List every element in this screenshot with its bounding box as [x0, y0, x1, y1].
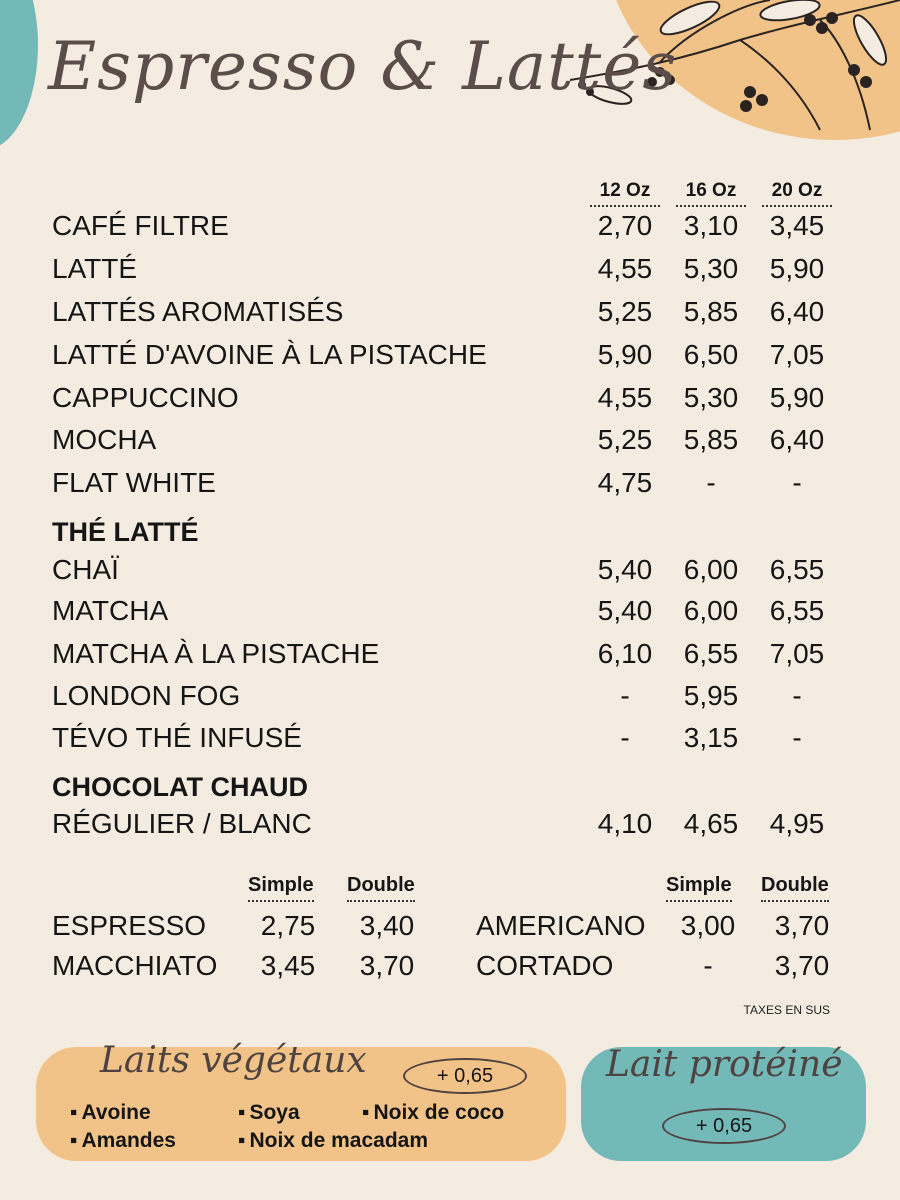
item-name: MACCHIATO — [52, 950, 218, 981]
item-name: MATCHA À LA PISTACHE — [52, 638, 380, 669]
price-12oz: - — [620, 722, 630, 753]
price-16oz: 5,85 — [683, 424, 739, 455]
item-name: LATTÉ — [52, 253, 138, 284]
price-20oz: - — [792, 722, 802, 753]
menu-title: Espresso & Lattés — [48, 28, 678, 105]
price-12oz: 4,55 — [597, 253, 653, 284]
laits-vegetaux-price: + 0,65 — [403, 1058, 527, 1094]
price-16oz: 6,55 — [683, 638, 739, 669]
price-12oz: 5,90 — [597, 339, 653, 370]
simple-header-left: Simple — [248, 874, 314, 902]
price-20oz: 6,40 — [769, 424, 825, 455]
taxes-note: TAXES EN SUS — [743, 1003, 830, 1017]
size-header-20oz: 20 Oz — [762, 180, 832, 207]
price-20oz: 4,95 — [769, 808, 825, 839]
size-header-12oz: 12 Oz — [590, 180, 660, 207]
item-name: CAPPUCCINO — [52, 382, 239, 413]
item-name: CHAÏ — [52, 554, 119, 585]
price-12oz: 5,40 — [597, 595, 653, 626]
price-16oz: 6,50 — [683, 339, 739, 370]
milk-option: ▪ Soya — [238, 1101, 300, 1125]
section-heading-the-latte: THÉ LATTÉ — [52, 517, 199, 547]
item-name: FLAT WHITE — [52, 467, 216, 498]
size-header-16oz: 16 Oz — [676, 180, 746, 207]
price-20oz: 5,90 — [769, 253, 825, 284]
price-double: 3,40 — [359, 910, 415, 941]
double-header-left: Double — [347, 874, 415, 902]
price-double: 3,70 — [774, 950, 830, 981]
price-12oz: 4,55 — [597, 382, 653, 413]
item-name: CORTADO — [476, 950, 614, 981]
price-12oz: - — [620, 680, 630, 711]
price-simple: 2,75 — [260, 910, 316, 941]
item-name: RÉGULIER / BLANC — [52, 808, 312, 839]
milk-option: ▪ Noix de coco — [362, 1101, 504, 1125]
item-name: CAFÉ FILTRE — [52, 210, 229, 241]
price-16oz: 5,85 — [683, 296, 739, 327]
price-simple: 3,00 — [680, 910, 736, 941]
item-name: LONDON FOG — [52, 680, 241, 711]
lait-proteine-price: + 0,65 — [662, 1108, 786, 1144]
price-16oz: - — [706, 467, 716, 498]
item-name: TÉVO THÉ INFUSÉ — [52, 722, 302, 753]
price-16oz: 5,30 — [683, 382, 739, 413]
price-16oz: 4,65 — [683, 808, 739, 839]
milk-option: ▪ Amandes — [70, 1129, 176, 1153]
price-16oz: 5,30 — [683, 253, 739, 284]
milk-option: ▪ Avoine — [70, 1101, 151, 1125]
section-heading-chocolat: CHOCOLAT CHAUD — [52, 772, 308, 802]
price-12oz: 2,70 — [597, 210, 653, 241]
price-simple: 3,45 — [260, 950, 316, 981]
item-name: MATCHA — [52, 595, 169, 626]
price-20oz: 7,05 — [769, 638, 825, 669]
price-12oz: 5,25 — [597, 424, 653, 455]
price-20oz: 6,55 — [769, 595, 825, 626]
laits-vegetaux-title: Laits végétaux — [100, 1040, 367, 1081]
price-12oz: 4,10 — [597, 808, 653, 839]
price-double: 3,70 — [359, 950, 415, 981]
double-header-right: Double — [761, 874, 829, 902]
item-name: MOCHA — [52, 424, 157, 455]
simple-header-right: Simple — [666, 874, 732, 902]
price-12oz: 5,40 — [597, 554, 653, 585]
teal-corner-shape — [0, 0, 38, 150]
price-20oz: - — [792, 467, 802, 498]
price-16oz: 6,00 — [683, 554, 739, 585]
price-simple: - — [703, 950, 713, 981]
price-16oz: 3,10 — [683, 210, 739, 241]
price-20oz: - — [792, 680, 802, 711]
price-12oz: 5,25 — [597, 296, 653, 327]
price-20oz: 5,90 — [769, 382, 825, 413]
price-20oz: 7,05 — [769, 339, 825, 370]
item-name: ESPRESSO — [52, 910, 207, 941]
milk-option: ▪ Noix de macadam — [238, 1129, 428, 1153]
price-16oz: 3,15 — [683, 722, 739, 753]
price-double: 3,70 — [774, 910, 830, 941]
lait-proteine-title: Lait protéiné — [606, 1044, 843, 1085]
price-16oz: 5,95 — [683, 680, 739, 711]
price-12oz: 4,75 — [597, 467, 653, 498]
price-20oz: 3,45 — [769, 210, 825, 241]
price-12oz: 6,10 — [597, 638, 653, 669]
item-name: AMERICANO — [476, 910, 646, 941]
item-name: LATTÉ D'AVOINE À LA PISTACHE — [52, 339, 487, 370]
price-16oz: 6,00 — [683, 595, 739, 626]
price-20oz: 6,40 — [769, 296, 825, 327]
item-name: LATTÉS AROMATISÉS — [52, 296, 344, 327]
price-20oz: 6,55 — [769, 554, 825, 585]
